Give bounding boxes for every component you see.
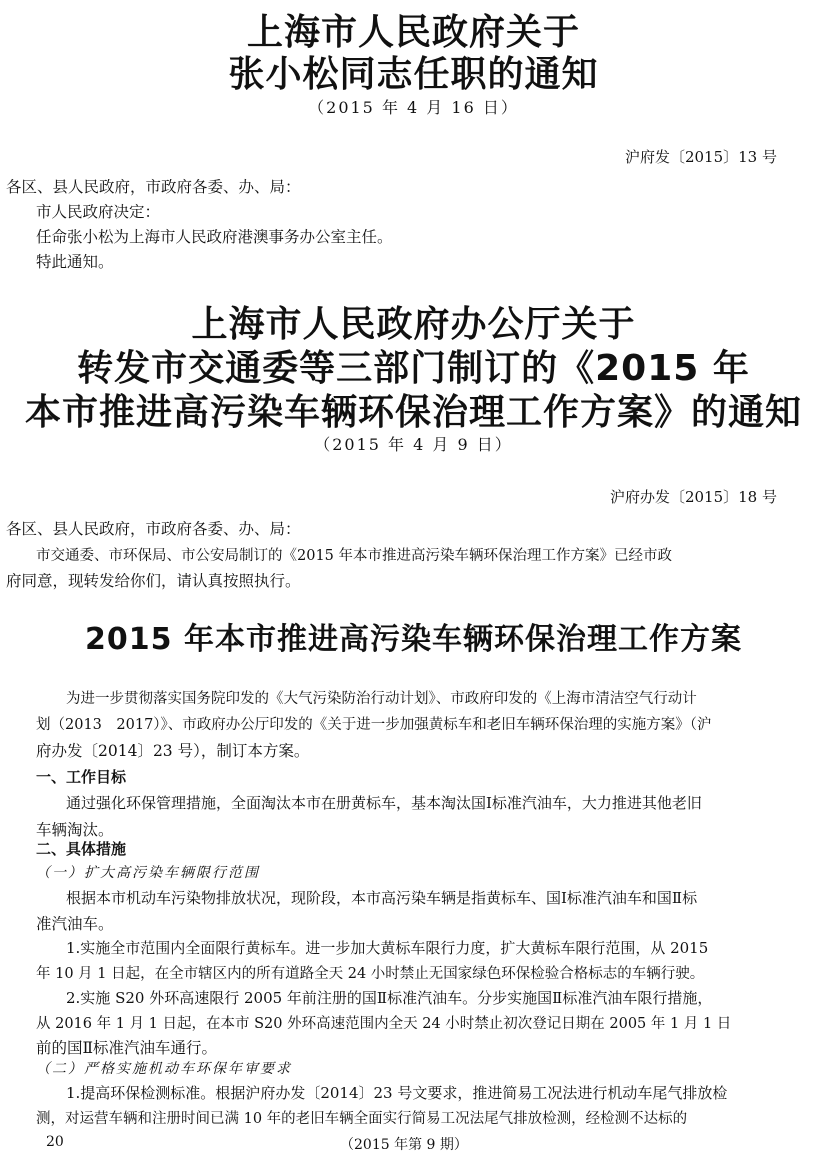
measure-paragraph: 年 10 月 1 日起，在全市辖区内的所有道路全天 24 小时禁止无国家绿色环保检验合格标志的车辆行驶。 <box>36 966 705 982</box>
plan-intro: 为进一步贯彻落实国务院印发的《大气污染防治行动计划》、市政府印发的《上海市清洁空气行动计 <box>66 691 697 707</box>
measure-paragraph: 1.提高环保检测标准。根据沪府办发〔2014〕23 号文要求，推进简易工况法进行机动车尾气排放检 <box>66 1084 728 1102</box>
notice2-doc-number: 沪府办发〔2015〕18 号 <box>609 488 777 506</box>
subsection-heading: （二）严格实施机动车环保年审要求 <box>36 1061 292 1077</box>
section-heading: 二、具体措施 <box>36 840 127 858</box>
section-paragraph: 车辆淘汰。 <box>36 821 114 839</box>
notice2-date: （2015 年 4 月 9 日） <box>314 435 513 454</box>
issue-label: （2015 年第 9 期） <box>340 1137 468 1153</box>
notice1-paragraph: 市人民政府决定： <box>36 203 161 221</box>
notice1-title-line1: 上海市人民政府关于 <box>246 12 580 53</box>
subsection-heading: （一）扩大高污染车辆限行范围 <box>36 865 260 881</box>
section-paragraph: 通过强化环保管理措施，全面淘汰本市在册黄标车，基本淘汰国Ⅰ标准汽油车，大力推进其他老旧 <box>66 794 702 812</box>
notice1-paragraph: 特此通知。 <box>36 253 114 271</box>
notice1-addressee: 各区、县人民政府，市政府各委、办、局： <box>6 178 301 196</box>
section-paragraph: 根据本市机动车污染物排放状况，现阶段，本市高污染车辆是指黄标车、国Ⅰ标准汽油车和国Ⅱ标 <box>66 889 698 907</box>
measure-paragraph: 前的国Ⅱ标准汽油车通行。 <box>36 1039 218 1057</box>
notice2-paragraph: 府同意，现转发给你们，请认真按照执行。 <box>6 572 301 590</box>
section-heading: 一、工作目标 <box>36 768 127 786</box>
measure-paragraph: 从 2016 年 1 月 1 日起，在本市 S20 外环高速范围内全天 24 小时禁止初次登记日期在 2005 年 1 月 1 日 <box>36 1016 732 1032</box>
section-paragraph: 准汽油车。 <box>36 915 114 933</box>
notice1-title-line2: 张小松同志任职的通知 <box>228 54 599 95</box>
notice1-date: （2015 年 4 月 16 日） <box>308 98 519 117</box>
notice2-title-line3: 本市推进高污染车辆环保治理工作方案》的通知 <box>24 392 802 433</box>
notice2-paragraph: 市交通委、市环保局、市公安局制订的《2015 年本市推进高污染车辆环保治理工作方案》已经市政 <box>36 548 673 564</box>
page-number: 20 <box>46 1134 64 1150</box>
measure-paragraph: 2.实施 S20 外环高速限行 2005 年前注册的国Ⅱ标准汽油车。分步实施国Ⅱ标准汽油车限行措施， <box>66 989 713 1007</box>
notice1-paragraph: 任命张小松为上海市人民政府港澳事务办公室主任。 <box>36 228 393 246</box>
plan-title: 2015 年本市推进高污染车辆环保治理工作方案 <box>85 622 742 657</box>
notice1-doc-number: 沪府发〔2015〕13 号 <box>624 148 777 166</box>
notice2-title-line2: 转发市交通委等三部门制订的《2015 年 <box>77 348 750 389</box>
notice2-title-line1: 上海市人民政府办公厅关于 <box>191 304 636 345</box>
measure-paragraph: 测，对运营车辆和注册时间已满 10 年的老旧车辆全面实行简易工况法尾气排放检测，经检测不达标的 <box>36 1111 688 1127</box>
measure-paragraph: 1.实施全市范围内全面限行黄标车。进一步加大黄标车限行力度，扩大黄标车限行范围，从 2015 <box>66 939 709 957</box>
notice2-addressee: 各区、县人民政府，市政府各委、办、局： <box>6 520 301 538</box>
plan-intro: 划（2013 2017）》、市政府办公厅印发的《关于进一步加强黄标车和老旧车辆环保治理的实施方案》（沪 <box>36 717 712 733</box>
plan-intro: 府办发〔2014〕23 号），制订本方案。 <box>36 742 310 760</box>
